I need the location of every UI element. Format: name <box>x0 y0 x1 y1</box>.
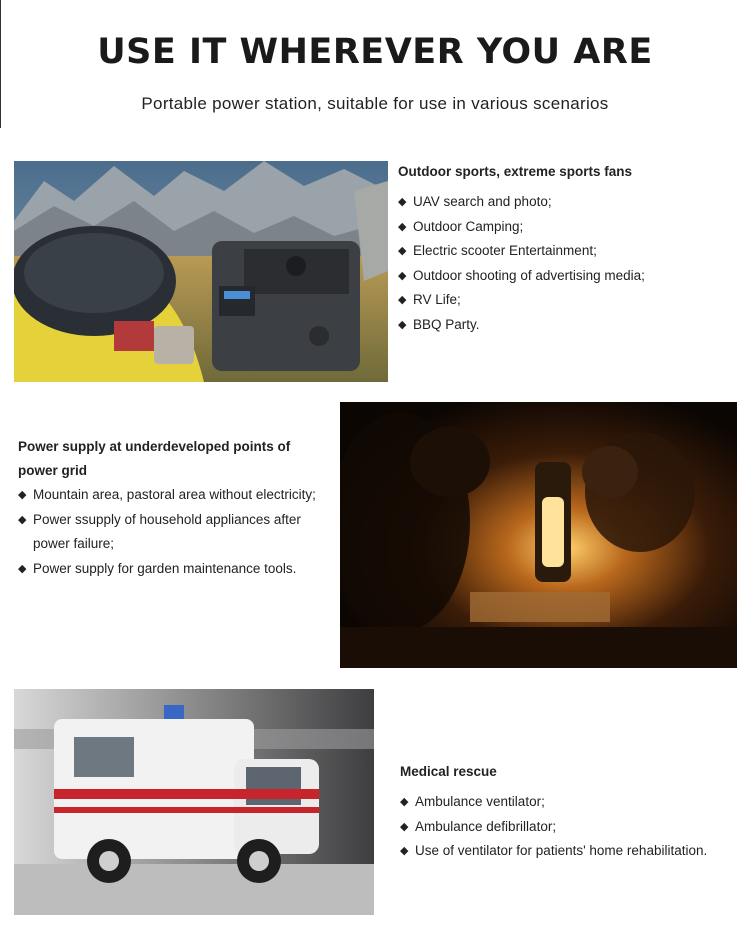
section-title: Outdoor sports, extreme sports fans <box>398 164 633 179</box>
diamond-bullet-icon: ◆ <box>18 562 27 575</box>
list-item: ◆ BBQ Party. <box>398 313 743 338</box>
section-title: Power supply at underdeveloped points of power grid <box>18 439 291 478</box>
list-item: ◆ Power ssupply of household appliances after power failure; <box>18 508 338 557</box>
bullet-list <box>400 790 745 864</box>
diamond-bullet-icon: ◆ <box>398 269 407 282</box>
medical-rescue-section <box>400 760 745 864</box>
list-item: ◆ UAV search and photo; <box>398 190 743 215</box>
camping-power-station-photo <box>14 161 388 382</box>
list-item: ◆ Mountain area, pastoral area without electricity; <box>18 483 338 508</box>
diamond-bullet-icon: ◆ <box>400 845 409 857</box>
lantern-night-photo <box>340 402 737 668</box>
list-item: ◆ Ambulance ventilator; <box>400 790 745 815</box>
diamond-bullet-icon: ◆ <box>398 294 407 306</box>
diamond-bullet-icon: ◆ <box>398 245 407 257</box>
power-grid-section <box>18 435 338 581</box>
diamond-bullet-icon: ◆ <box>398 318 407 331</box>
list-item: ◆ Power supply for garden maintenance tools. <box>18 557 338 582</box>
section-title: Medical rescue <box>400 764 497 779</box>
page-title: USE IT WHEREVER YOU ARE <box>97 32 653 72</box>
list-item: ◆ RV Life; <box>398 288 743 313</box>
diamond-bullet-icon: ◆ <box>400 796 409 808</box>
bullet-list <box>398 190 743 337</box>
list-item: ◆ Use of ventilator for patients' home rehabilitation. <box>400 839 745 864</box>
list-item: ◆ Outdoor Camping; <box>398 215 743 240</box>
diamond-bullet-icon: ◆ <box>398 220 407 233</box>
diamond-bullet-icon: ◆ <box>18 513 27 526</box>
list-item: ◆ Ambulance defibrillator; <box>400 815 745 840</box>
list-item: ◆ Electric scooter Entertainment; <box>398 239 743 264</box>
diamond-bullet-icon: ◆ <box>400 820 409 833</box>
page-subtitle: Portable power station, suitable for use in various scenarios <box>141 94 609 113</box>
ambulance-photo <box>14 689 374 915</box>
list-item: ◆ Outdoor shooting of advertising media; <box>398 264 743 289</box>
outdoor-sports-section <box>398 160 743 337</box>
diamond-bullet-icon: ◆ <box>398 196 407 208</box>
diamond-bullet-icon: ◆ <box>18 489 27 501</box>
bullet-list <box>18 483 338 581</box>
